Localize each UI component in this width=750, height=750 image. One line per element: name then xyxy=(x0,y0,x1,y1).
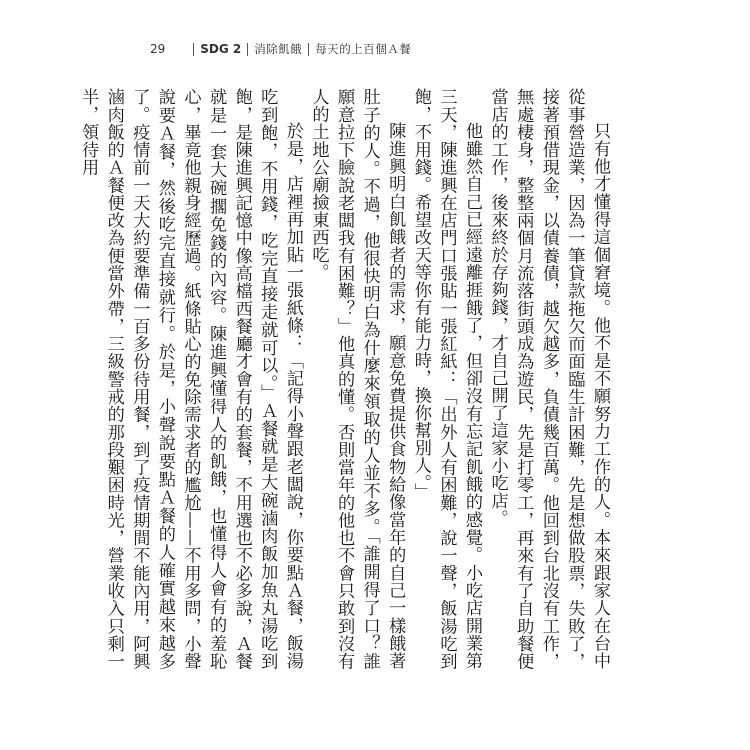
paragraph: 他雖然自己已經遠離捱餓了，但卻沒有忘記飢餓的感覺。小吃店開業第三天，陳進興在店門口張貼一張紅紙：「出外人有困難，說一聲，飯湯吃到飽，不用錢。希望改天等你有能力時，換你幫別人。」 xyxy=(410,88,483,670)
header-divider xyxy=(308,43,309,56)
series-label: SDG 2 xyxy=(200,42,242,56)
paragraph: 只有他才懂得這個窘境。他不是不願努力工作的人。本來跟家人在台中從事營造業，因為一筆貸款拖欠而面臨生計困難，先是想做股票，失敗了，接著預借現金，以債養債，越欠越多，負債幾百萬。他回到台北沒有工作，無處棲身，整整兩個月流落街頭成為遊民，先是打零工，再來有了自助餐便當店的工作，後來終於存夠錢，才自己開了這家小吃店。 xyxy=(487,88,610,670)
page-number: 29 xyxy=(150,42,166,56)
section-title: 消除飢餓 xyxy=(254,42,303,56)
paragraph: 陳進興明白飢餓者的需求，願意免費提供食物給像當年的自己一樣餓著肚子的人。不過，他很快明白為什麼來領取的人並不多。「誰開得了口？誰願意拉下臉說老闆我有困難？」他真的懂。否則當年的他也不會只敢到沒有人的土地公廟撿東西吃。 xyxy=(308,88,406,670)
running-header xyxy=(150,38,411,60)
header-divider xyxy=(247,43,248,56)
vertical-body-text xyxy=(78,88,612,670)
paragraph: 於是，店裡再加貼一張紙條：「記得小聲跟老闆說，你要點Ａ餐，飯湯吃到飽，不用錢，吃完直接走就可以。」Ａ餐就是大碗滷肉飯加魚丸湯吃到飽，是陳進興記憶中像高檔西餐廳才會有的套餐，不用選也不必多說，Ａ餐就是一套大碗擱免錢的內容。陳進興懂得人的飢餓，也懂得人會有的羞恥心，畢竟他親身經歷過。紙條貼心的免除需求者的尷尬——不用多問，小聲說要Ａ餐，然後吃完直接就行。於是，小聲說要點Ａ餐的人確實越來越多了。疫情前一天大約要準備一百多份待用餐，到了疫情期間不能內用，阿興滷肉飯的Ａ餐便改為便當外帶，三級警戒的那段艱困時光，營業收入只剩一半，領待用 xyxy=(78,88,303,670)
chapter-title: 每天的上百個Ａ餐 xyxy=(315,42,412,56)
header-divider xyxy=(193,43,194,56)
